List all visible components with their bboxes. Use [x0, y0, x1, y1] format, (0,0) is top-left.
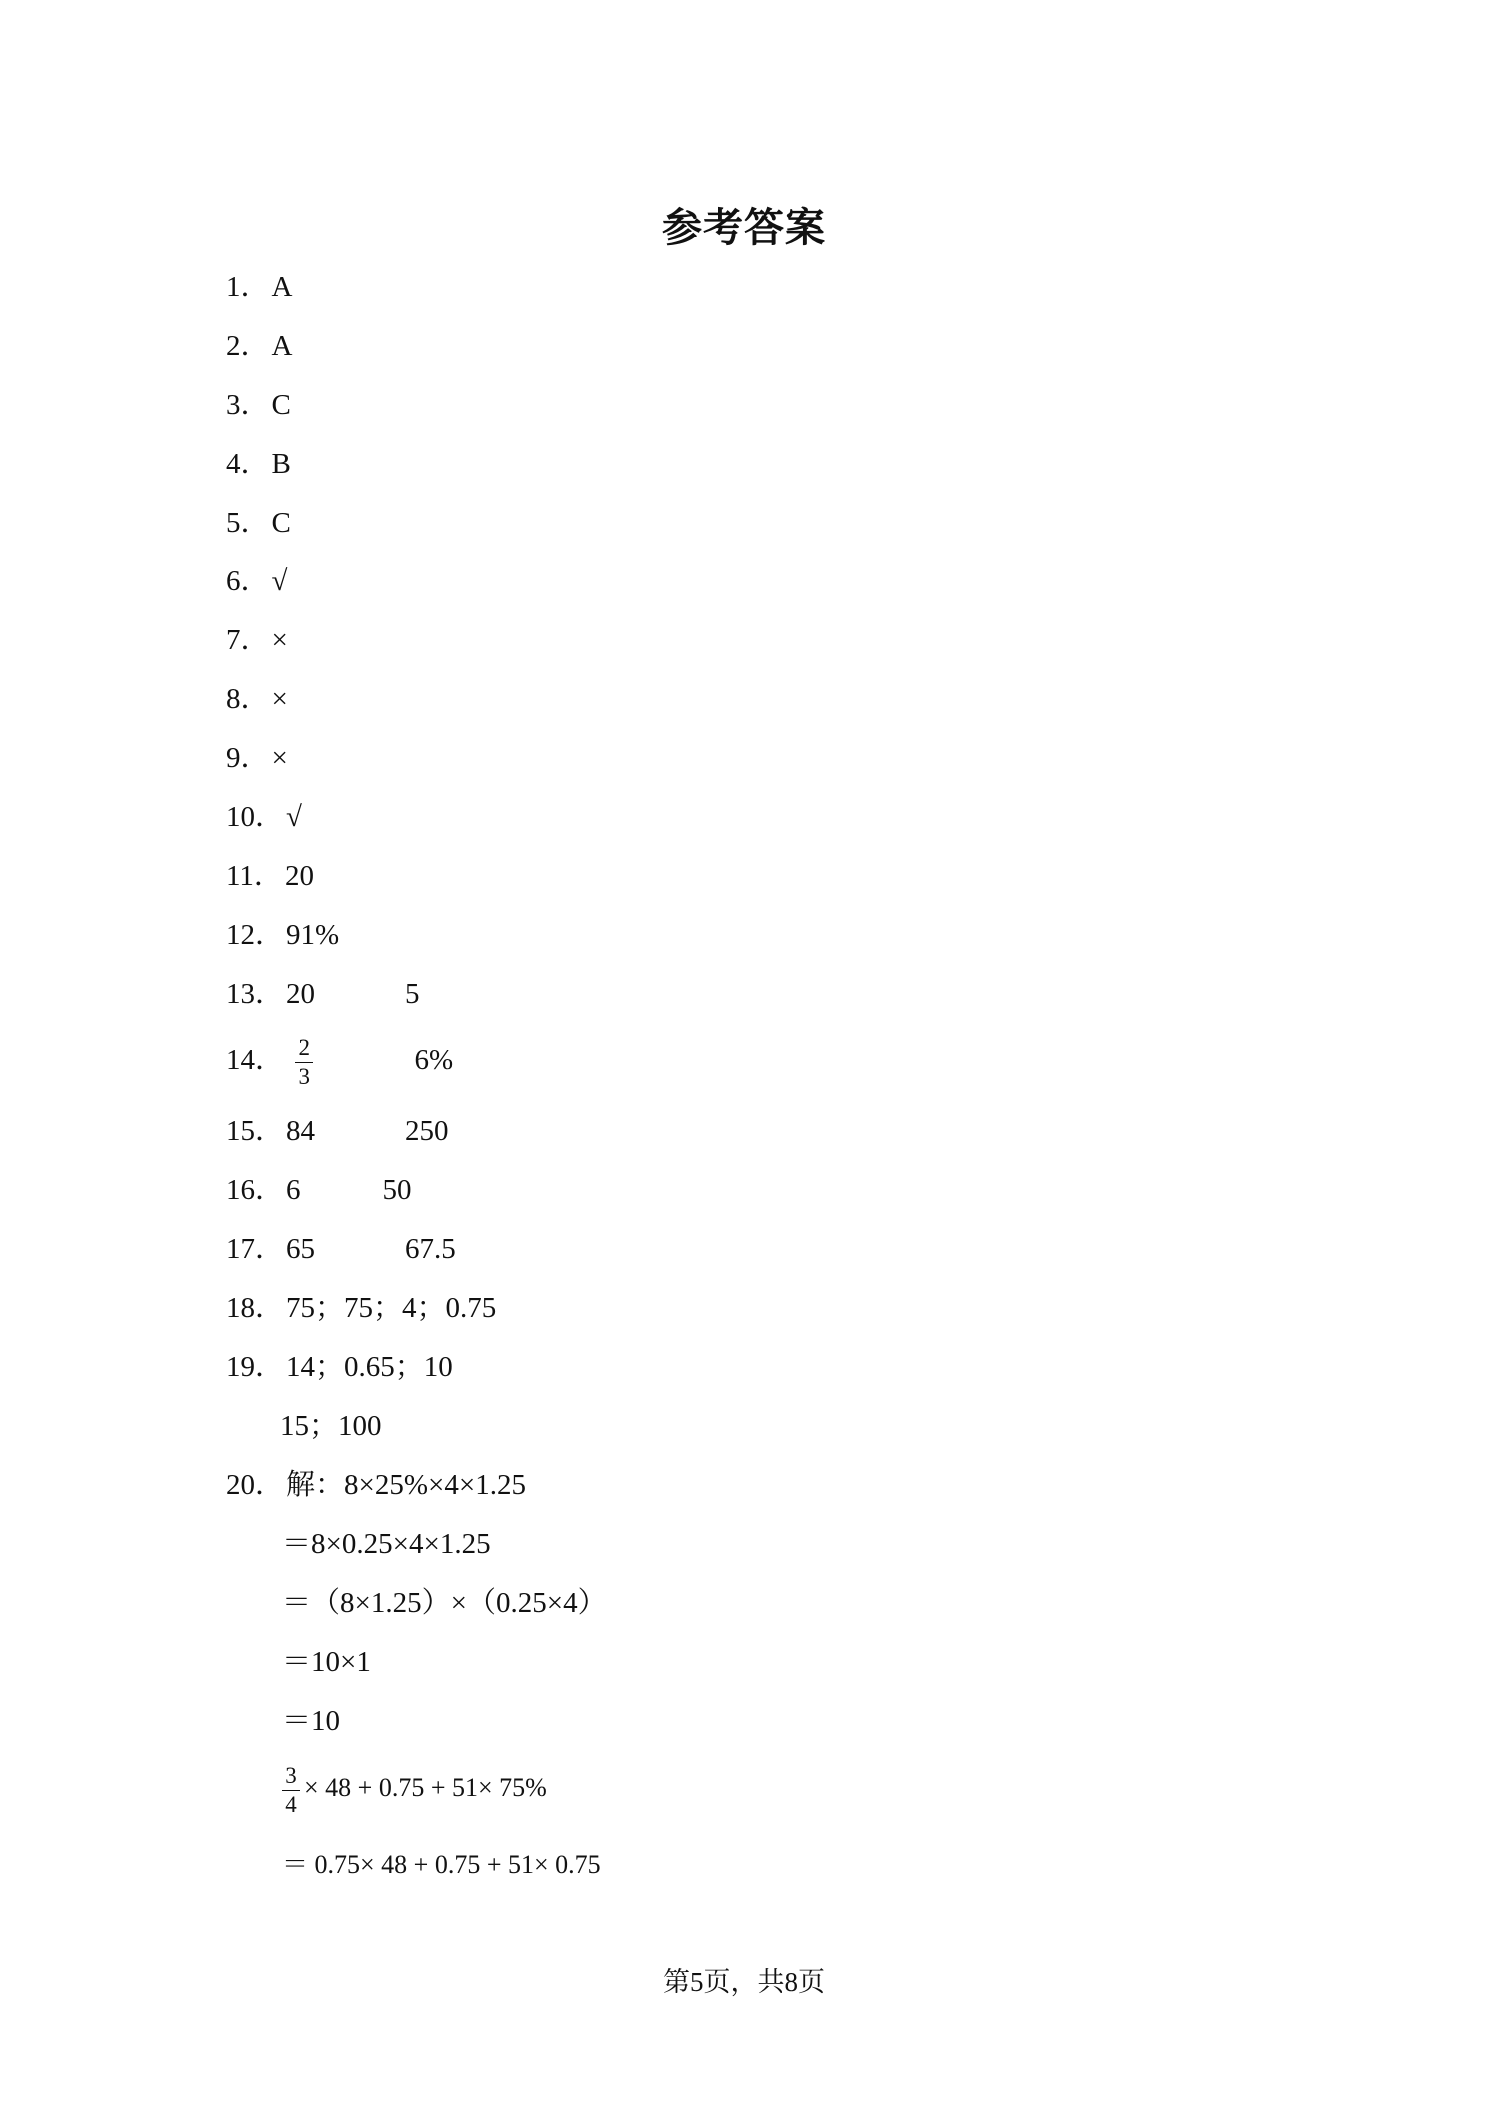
answer-row: 17．65 67.5 [226, 1233, 456, 1265]
answer-row: 4．B [226, 448, 291, 480]
answer-row: 15．84 250 [226, 1115, 449, 1147]
answer-row: 18．75；75；4；0.75 [226, 1292, 497, 1324]
answer-row: 16．6 50 [226, 1174, 412, 1206]
answer-row: 6．√ [226, 565, 288, 597]
answer-row: 7．× [226, 624, 288, 656]
calc-step: ＝10 [282, 1705, 341, 1737]
calc-step: ＝ 0.75× 48 + 0.75 + 51× 0.75 [282, 1850, 601, 1879]
answer-row: 3．C [226, 389, 291, 421]
answer-row: 11．20 [226, 860, 314, 892]
calc-step: ＝（8×1.25）×（0.25×4） [282, 1587, 607, 1619]
answer-row: 12．91% [226, 919, 340, 951]
answer-row: 1．A [226, 271, 293, 303]
expression: $\frac{3}{4}$ × 48 + 0.75 + 51× 75% [282, 1758, 547, 1818]
answer-row: 20．解：8×25%×4×1.25 [226, 1469, 526, 1501]
answer-row: 5．C [226, 507, 291, 539]
calc-step: ＝10×1 [282, 1646, 371, 1678]
answer-row: 14． $\frac{2}{3}$ 6% [226, 1034, 454, 1089]
answer-row: 9．× [226, 742, 288, 774]
answer-row: 8．× [226, 683, 288, 715]
answer-row: 13．20 5 [226, 978, 420, 1010]
fraction: $\frac{3}{4}$ [282, 1764, 300, 1817]
answer-row: 19．14；0.65；10 [226, 1351, 453, 1383]
calc-step: ＝8×0.25×4×1.25 [282, 1528, 491, 1560]
answer-row: 2．A [226, 330, 293, 362]
answer-row: 10．√ [226, 801, 302, 833]
page-footer: 第5页，共8页 [663, 1967, 825, 1997]
page-title: 参考答案 [662, 205, 826, 251]
answer-continuation: 15；100 [280, 1410, 382, 1442]
fraction: $\frac{2}{3}$ [295, 1036, 313, 1089]
